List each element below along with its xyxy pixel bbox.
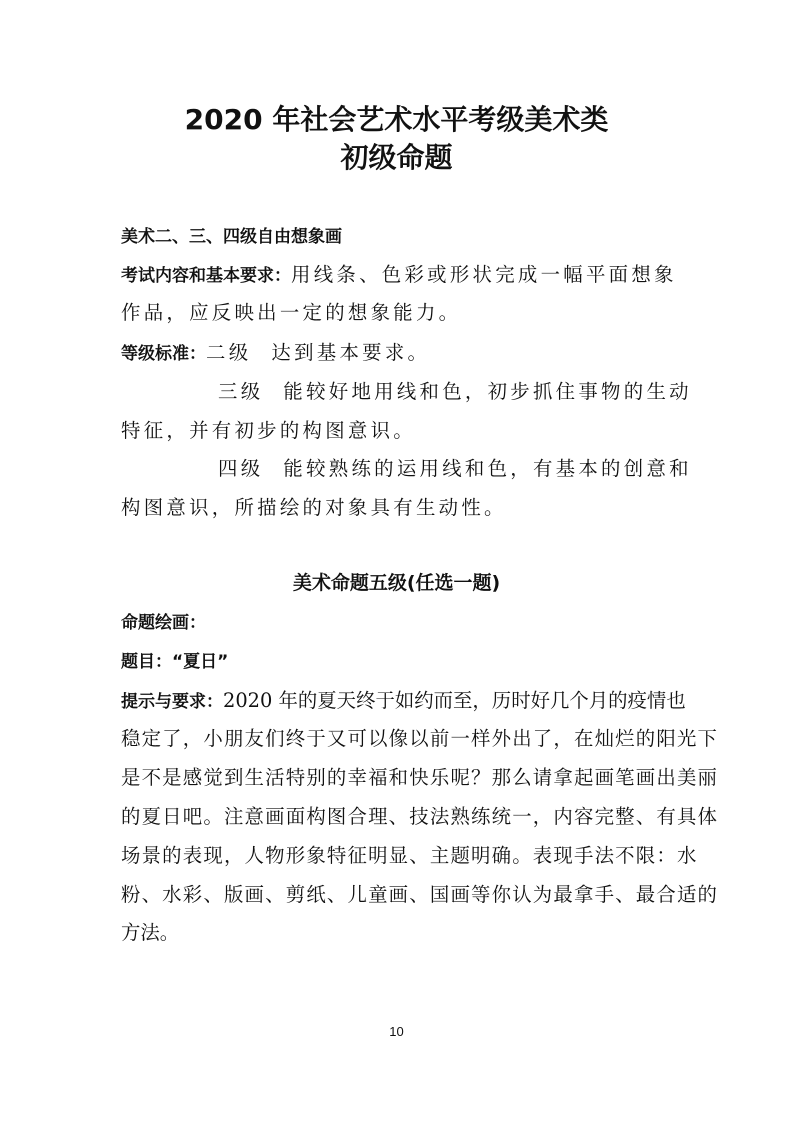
page-title-line2: 初级命题 — [340, 141, 453, 174]
standards-label: 等级标准： — [121, 344, 206, 364]
level4-text1: 能较熟练的运用线和色，有基本的创意和 — [283, 457, 692, 480]
requirements-text1: 用线条、色彩或形状完成一幅平面想象 — [291, 263, 677, 286]
level2-name: 二级 — [206, 341, 252, 364]
prompt-line1 — [121, 688, 686, 715]
level3-line2: 特征，并有初步的构图意识。 — [121, 419, 416, 442]
prompt-line3: 是不是感觉到生活特别的幸福和快乐呢？那么请拿起画笔画出美丽 — [121, 766, 719, 789]
section1-heading: 美术二、三、四级自由想象画 — [121, 227, 342, 247]
prompt-line2: 稳定了，小朋友们终于又可以像以前一样外出了，在灿烂的阳光下 — [121, 727, 719, 750]
level2-text: 达到基本要求。 — [271, 341, 431, 364]
page-number: 10 — [389, 1024, 404, 1039]
drawing-label: 命题绘画： — [121, 613, 206, 633]
prompt-label: 提示与要求： — [121, 692, 223, 712]
requirements-label: 考试内容和基本要求： — [121, 266, 291, 286]
prompt-line6: 粉、水彩、版画、剪纸、儿童画、国画等你认为最拿手、最合适的 — [121, 883, 719, 906]
level4-line2: 构图意识，所描绘的对象具有生动性。 — [121, 496, 507, 519]
level3-line1 — [218, 379, 692, 405]
section2-heading: 美术命题五级(任选一题) — [292, 572, 501, 594]
requirements-line1 — [121, 262, 677, 289]
level4-line1 — [218, 456, 692, 482]
level4-name: 四级 — [218, 457, 264, 480]
prompt-line7: 方法。 — [121, 921, 180, 944]
page-title-line1: 2020 年社会艺术水平考级美术类 — [184, 103, 609, 136]
level3-name: 三级 — [218, 380, 264, 403]
level2-line — [121, 340, 430, 367]
level3-text1: 能较好地用线和色，初步抓住事物的生动 — [283, 380, 692, 403]
prompt-line5: 场景的表现，人物形象特征明显、主题明确。表现手法不限：水 — [121, 844, 698, 867]
prompt-line4: 的夏日吧。注意画面构图合理、技法熟练统一，内容完整、有具体 — [121, 805, 719, 828]
topic-label: 题目：“夏日” — [121, 652, 229, 672]
prompt-text1: 2020 年的夏天终于如约而至，历时好几个月的疫情也 — [223, 689, 686, 712]
requirements-line2: 作品，应反映出一定的想象能力。 — [121, 301, 462, 324]
